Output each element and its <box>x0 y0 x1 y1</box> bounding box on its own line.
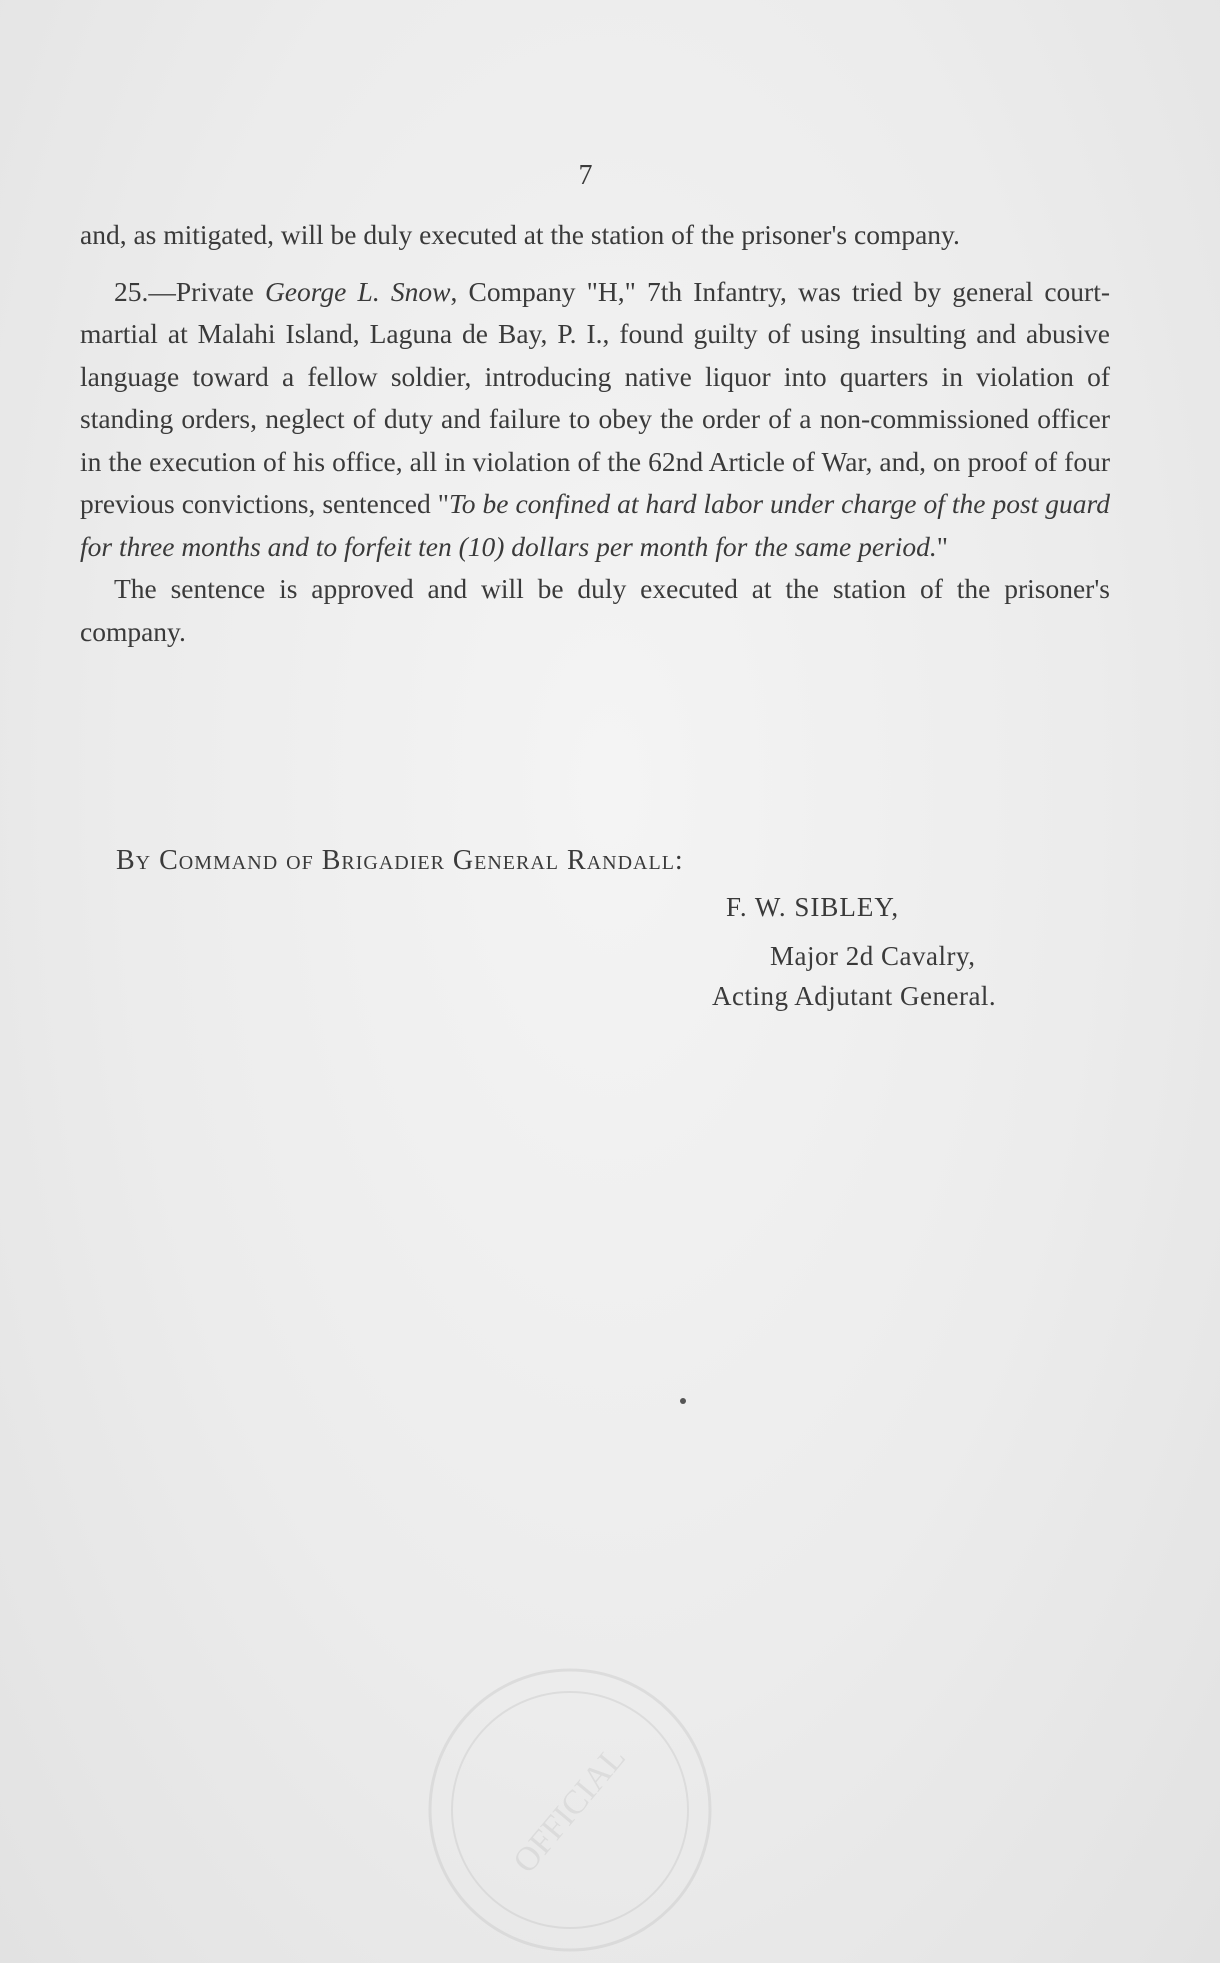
close-quote: " <box>936 530 949 562</box>
signature-title: Acting Adjutant General. <box>712 981 997 1011</box>
approval-paragraph: The sentence is approved and will be duly executed at the station of the prisoner's company. <box>80 573 1110 647</box>
page-number: 7 <box>578 160 594 191</box>
order-text <box>80 214 1110 653</box>
embossed-seal-icon <box>420 1660 720 1960</box>
soldier-name: George L. Snow <box>264 275 451 307</box>
ink-speck <box>680 1398 686 1404</box>
sentence-text: To be confined at hard labor under charge of the post guard for three months and to forfeit ten (10) dollars per month for the same period. <box>80 488 1110 562</box>
paragraph-body: , Company "H," 7th Infantry, was tried by general court-martial at Malahi Island, Laguna de Bay, P. I., found guilty of using insulting and abusive language toward a fellow soldier, introducing native liquor into quarters in violation of standing orders, neglect of duty and failure to obey the order of a non-commissioned officer in the execution of his office, all in violation of the 62nd Article of War, and, on proof of four previous convictions, sentenced " <box>80 275 1110 519</box>
command-authority: By Command of Brigadier General Randall: <box>116 845 684 876</box>
seal-text: OFFICIAL <box>506 1739 633 1881</box>
signature-rank: Major 2d Cavalry, <box>770 941 976 971</box>
order-paragraph-25 <box>80 271 1110 569</box>
continuation-paragraph: and, as mitigated, will be duly executed at the station of the prisoner's company. <box>80 219 960 250</box>
signature-name: F. W. SIBLEY, <box>726 892 900 922</box>
paragraph-intro: 25.—Private <box>114 275 265 307</box>
